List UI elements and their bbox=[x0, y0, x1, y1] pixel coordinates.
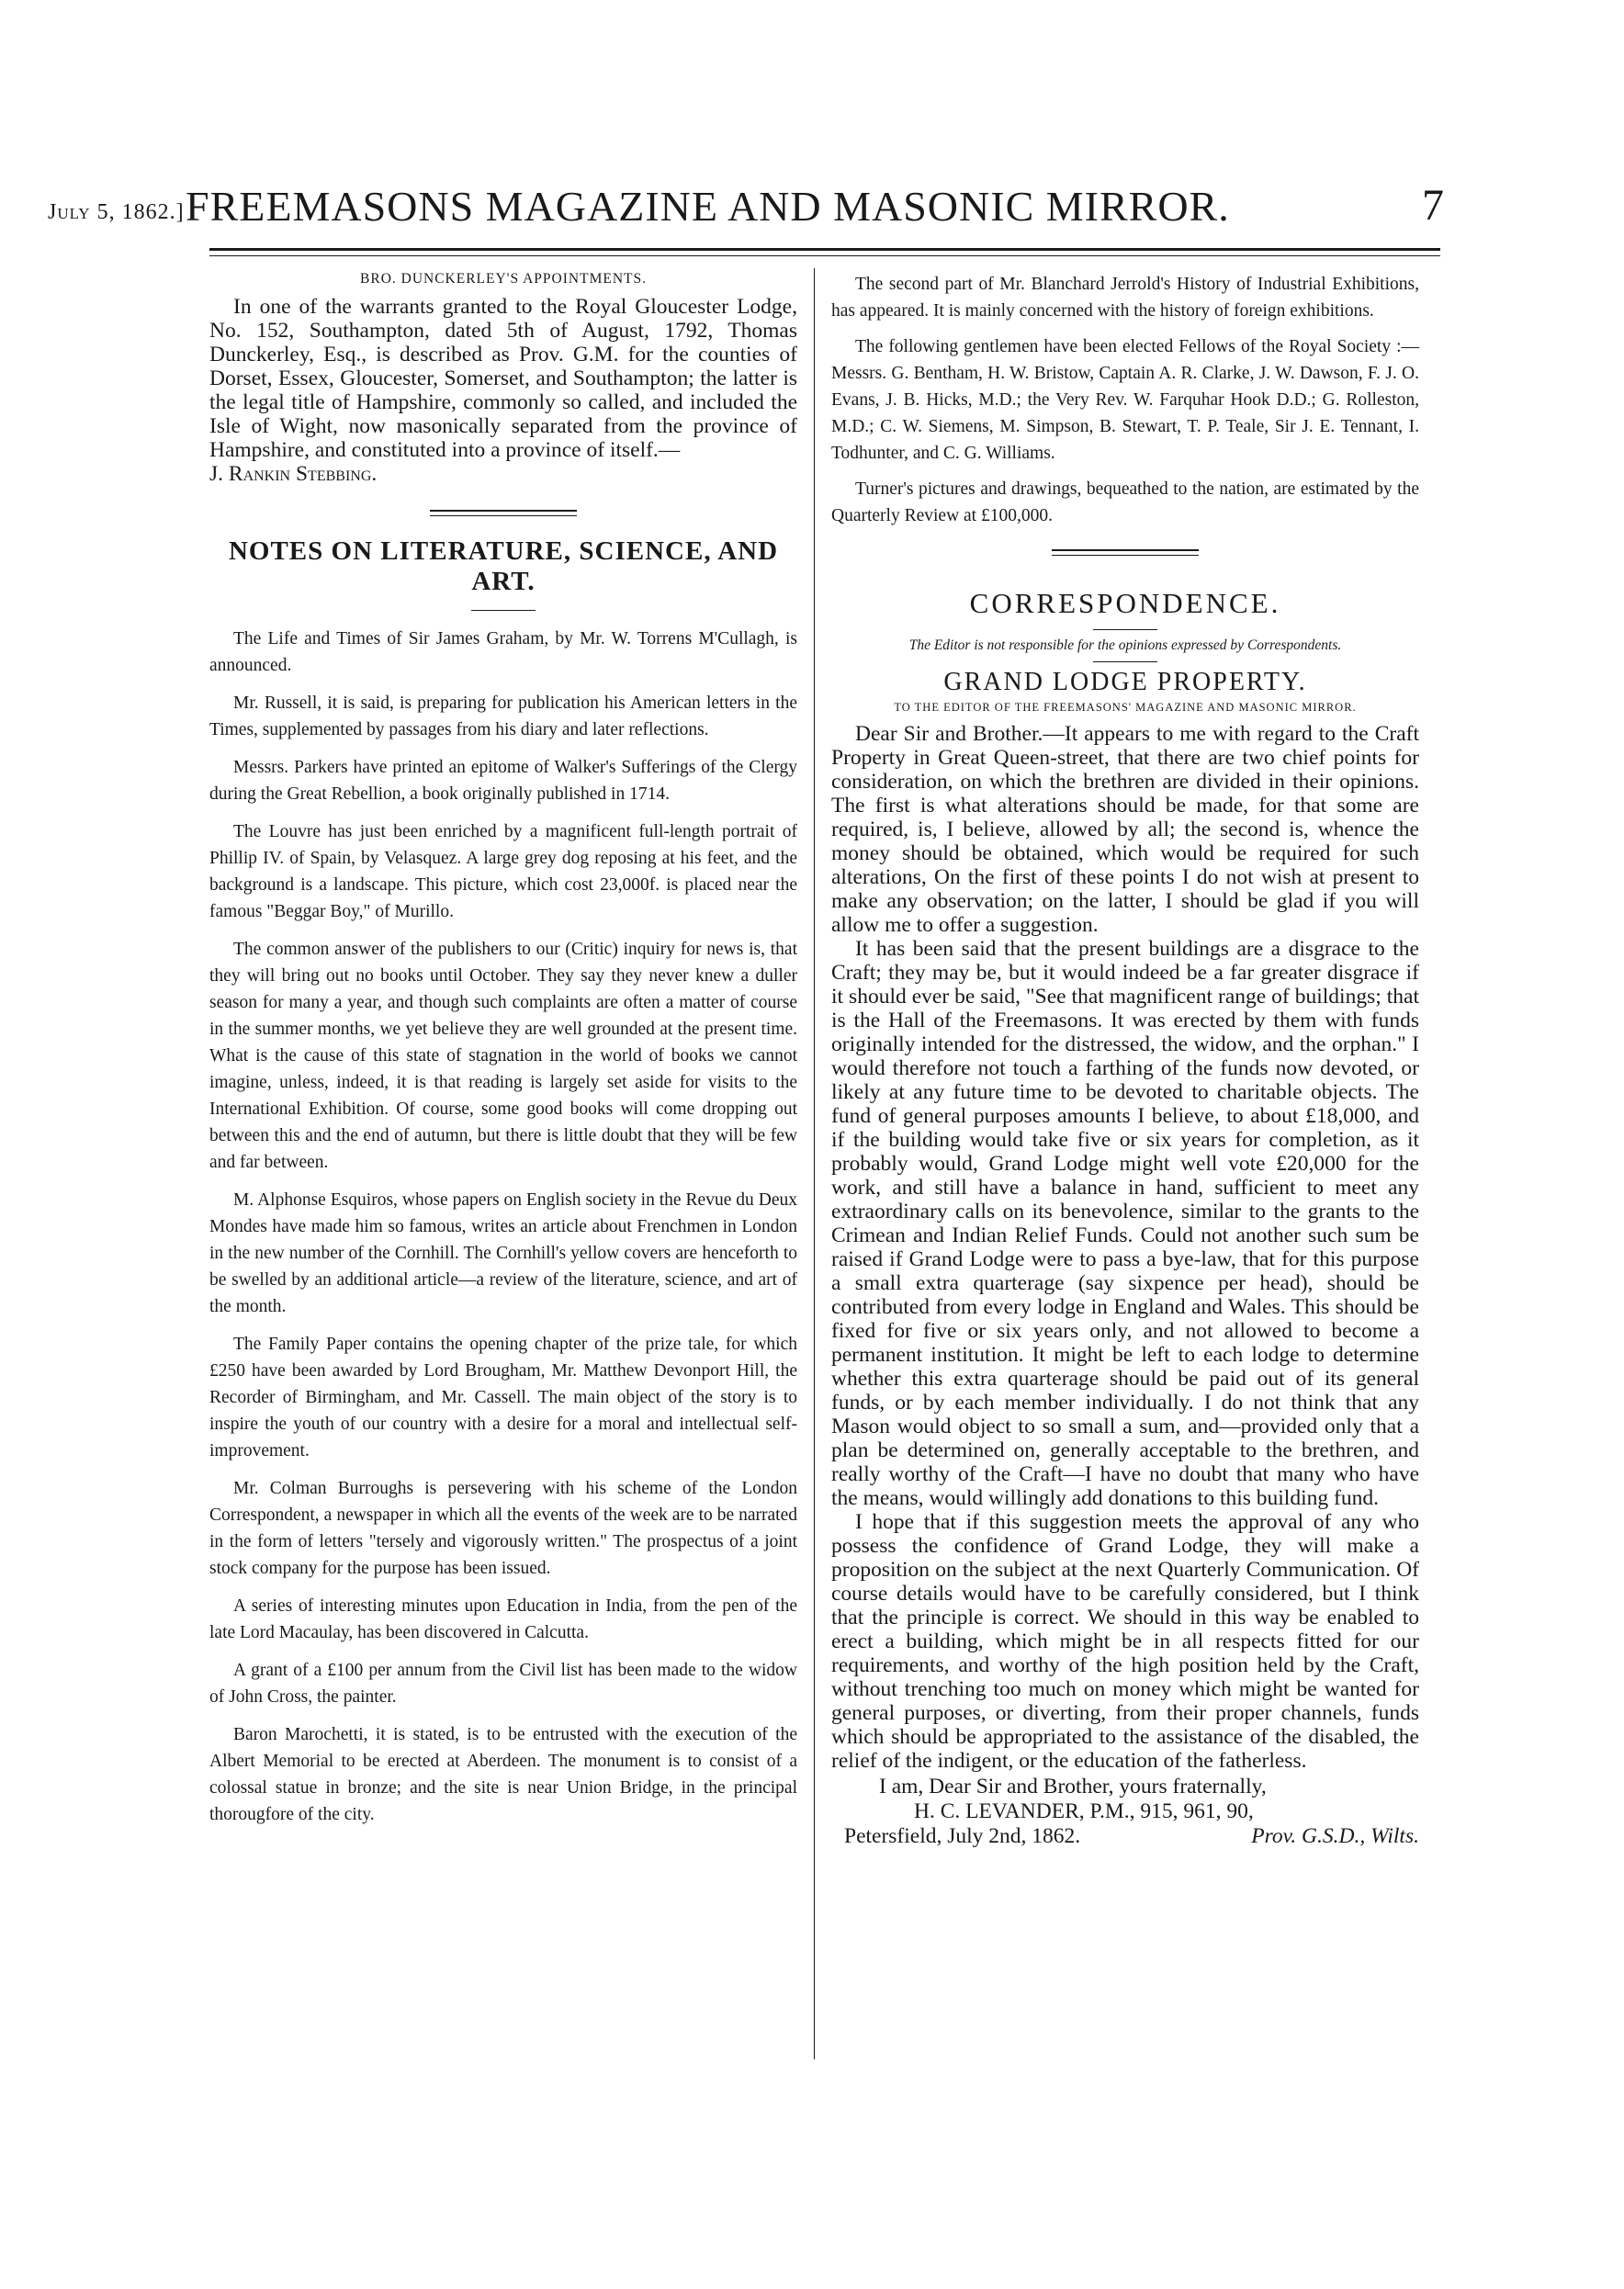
notes-heading: NOTES ON LITERATURE, SCIENCE, AND ART. bbox=[228, 536, 779, 596]
notes-paragraph: Mr. Colman Burroughs is persevering with his scheme of the London Correspondent, a newspaper in which all the events of the week are to be narrated in the form of letters "tersely and vigorously written." The prospectus of a joint stock company for the purpose has been issued. bbox=[209, 1479, 797, 1578]
letter-paragraph: Dear Sir and Brother.—It appears to me with regard to the Craft Property in Great Queen-street, that there are two chief points for consideration, on which the brethren are divided in their opinions. The first is what alterations should be made, for that some are required, is, I believe, allowed by all; the second is, whence the money should be obtained, which would be required for such alterations, On the first of these points I do not wish at present to make any observation; on the latter, I should be glad if you will allow me to offer a suggestion. bbox=[831, 722, 1419, 937]
signature-name: H. C. LEVANDER, P.M., 915, 961, 90, bbox=[914, 1799, 1254, 1823]
header-rule bbox=[209, 248, 1440, 251]
notes-paragraph: Baron Marochetti, it is stated, is to be entrusted with the execution of the Albert Memorial to be erected at Aberdeen. The monument is to consist of a colossal statue in bronze; and the site is near Union Bridge, in the principal thorougfore of the city. bbox=[209, 1725, 797, 1824]
notes-paragraph: Mr. Russell, it is said, is preparing for publication his American letters in the Times, supplemented by passages from his diary and later reflections. bbox=[209, 693, 797, 739]
appointments-signature: J. Rankin Stebbing. bbox=[209, 462, 378, 486]
heading-rule bbox=[1093, 629, 1157, 630]
notes-paragraph: The Family Paper contains the opening chapter of the prize tale, for which £250 have been awarded by Lord Brougham, Mr. Matthew Devonport Hill, the Recorder of Birmingham, and Mr. Cassell. The main object of the story is to inspire the youth of our country with a desire for a moral and intellectual self-improvement. bbox=[209, 1335, 797, 1460]
letter-paragraph: I hope that if this suggestion meets the approval of any who possess the confidence of Grand Lodge, they will make a proposition on the subject at the next Quarterly Communication. Of course details would have to be carefully considered, but I think that the principle is correct. We should in this way be enabled to erect a building, which might be in all respects fitted for our requirements, and worthy of the high position held by the Craft, without trenching too much on money which might be wanted for general purposes, or diverting, from their proper channels, funds which should be appropriated to the assistance of the disabled, the relief of the indigent, or the education of the fatherless. bbox=[831, 1510, 1419, 1773]
letter-address: TO THE EDITOR OF THE FREEMASONS' MAGAZINE AND MASONIC MIRROR. bbox=[894, 701, 1357, 714]
notes-paragraph: The common answer of the publishers to our (Critic) inquiry for news is, that they will bring out no books until October. They say they never knew a duller season for many a year, and though such complaints are often a matter of course in the summer months, we yet believe they are well grounded at the present time. What is the cause of this state of stagnation in the world of books we cannot imagine, unless, indeed, it is that reading is largely set aside for visits to the International Exhibition. Of course, some good books will come dropping out between this and the end of autumn, but there is little doubt that they will be few and far between. bbox=[209, 940, 797, 1172]
place-date: Petersfield, July 2nd, 1862. bbox=[844, 1824, 1081, 1848]
notes-paragraph: The following gentlemen have been elected Fellows of the Royal Society :—Messrs. G. Bentham, H. W. Bristow, Captain A. R. Clarke, J. W. Dawson, F. J. O. Evans, J. B. Hicks, M.D.; the Very Rev. W. Farquhar Hook D.D.; G. Rolleston, M.D.; C. W. Siemens, M. Simpson, B. Stewart, T. P. Teale, Sir J. E. Tennant, I. Todhunter, and C. G. Williams. bbox=[831, 337, 1419, 463]
notes-paragraph: A series of interesting minutes upon Education in India, from the pen of the late Lord Macaulay, has been discovered in Calcutta. bbox=[209, 1596, 797, 1642]
section-rule bbox=[1052, 549, 1199, 556]
correspondence-heading: CORRESPONDENCE. bbox=[969, 587, 1281, 619]
notes-paragraph: M. Alphonse Esquiros, whose papers on English society in the Revue du Deux Mondes have made him so famous, writes an article about Frenchmen in London in the new number of the Cornhill. The Cornhill's yellow covers are henceforth to be swelled by an additional article—a review of the literature, science, and art of the month. bbox=[209, 1190, 797, 1316]
page-number: 7 bbox=[1422, 181, 1444, 230]
heading-rule bbox=[471, 610, 536, 611]
appointments-heading: BRO. DUNCKERLEY'S APPOINTMENTS. bbox=[360, 271, 647, 287]
left-column bbox=[209, 271, 797, 1828]
issue-date: July 5, 1862.] bbox=[48, 200, 185, 224]
running-head bbox=[48, 176, 1444, 241]
letter-closing: I am, Dear Sir and Brother, yours fraternally, bbox=[879, 1775, 1267, 1798]
letter-heading: GRAND LODGE PROPERTY. bbox=[943, 668, 1307, 696]
appointments-text: In one of the warrants granted to the Royal Gloucester Lodge, No. 152, Southampton, dated 5th of August, 1792, Thomas Dunckerley, Esq., is described as Prov. G.M. for the counties of Dorset, Essex, Gloucester, Somerset, and Southampton; the latter is the legal title of Hampshire, commonly so called, and included the Isle of Wight, now masonically separated from the province of Hampshire, and constituted into a province of itself.— bbox=[209, 295, 797, 462]
notes-paragraph: The Life and Times of Sir James Graham, by Mr. W. Torrens M'Cullagh, is announced. bbox=[209, 629, 797, 675]
right-column bbox=[831, 271, 1419, 1849]
magazine-title: FREEMASONS MAGAZINE AND MASONIC MIRROR. bbox=[186, 183, 1230, 230]
notes-paragraph: The second part of Mr. Blanchard Jerrold's History of Industrial Exhibitions, has appeared. It is mainly concerned with the history of foreign exhibitions. bbox=[831, 275, 1419, 321]
column-divider bbox=[814, 268, 815, 2059]
section-rule bbox=[430, 510, 577, 516]
notes-paragraph: The Louvre has just been enriched by a magnificent full-length portrait of Phillip IV. of Spain, by Velasquez. A large grey dog reposing at his feet, and the background is a landscape. This picture, which cost 23,000f. is placed near the famous "Beggar Boy," of Murillo. bbox=[209, 822, 797, 921]
heading-rule bbox=[1093, 661, 1157, 662]
editor-note: The Editor is not responsible for the opinions expressed by Correspondents. bbox=[908, 637, 1342, 653]
notes-paragraph: A grant of a £100 per annum from the Civil list has been made to the widow of John Cross, the painter. bbox=[209, 1661, 797, 1707]
header-rule-thin bbox=[209, 255, 1440, 256]
notes-paragraph: Messrs. Parkers have printed an epitome of Walker's Sufferings of the Clergy during the Great Rebellion, a book originally published in 1714. bbox=[209, 758, 797, 804]
letter-paragraph: It has been said that the present buildings are a disgrace to the Craft; they may be, but it would indeed be a far greater disgrace if it should ever be said, "See that magnificent range of buildings; that is the Hall of the Freemasons. It was erected by them with funds originally intended for the distressed, the widow, and the orphan." I would therefore not touch a farthing of the funds now devoted, or likely at any future time to be devoted to charitable objects. The fund of general purposes amounts I believe, to about £18,000, and if the building would take five or six years for completion, as it probably would, Grand Lodge might well vote £20,000 for the work, and still have a balance in hand, sufficient to meet any extraordinary calls on its benevolence, similar to the grants to the Crimean and Indian Relief Funds. Could not another such sum be raised if Grand Lodge were to pass a bye-law, that for this purpose a small extra quarterage (say sixpence per head), should be contributed from every lodge in England and Wales. This should be fixed for five or six years only, and not allowed to become a permanent institution. It might be left to each lodge to determine whether this extra quarterage should be paid out of its general funds, or by each member individually. I do not think that any Mason would object to so small a sum, and—provided only that a plan be determined on, generally acceptable to the brethren, and really worthy of the Craft—I have no doubt that many who have the means, would willingly add donations to this building fund. bbox=[831, 937, 1419, 1510]
notes-paragraph: Turner's pictures and drawings, bequeathed to the nation, are estimated by the Quarterly Review at £100,000. bbox=[831, 479, 1419, 525]
signature-line bbox=[831, 1824, 1419, 1849]
signature-title: Prov. G.S.D., Wilts. bbox=[1251, 1824, 1419, 1848]
